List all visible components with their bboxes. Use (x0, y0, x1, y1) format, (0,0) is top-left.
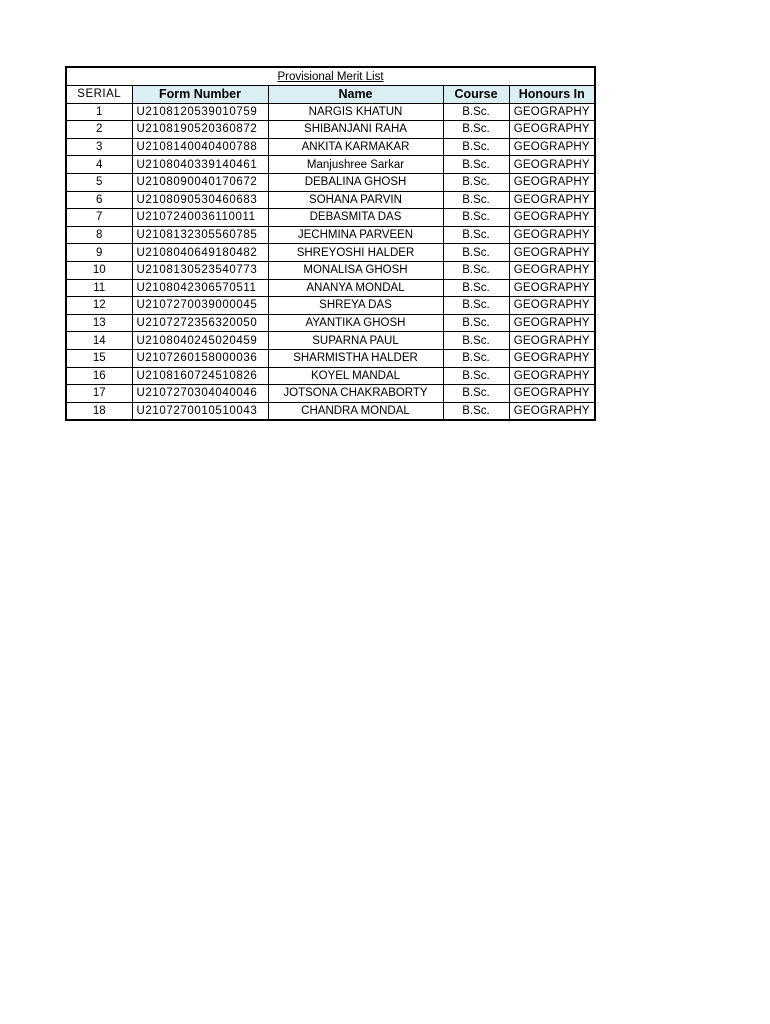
cell-form-number: U2108090040170672 (132, 173, 268, 191)
cell-form-number: U2108132305560785 (132, 226, 268, 244)
cell-name: SHREYA DAS (268, 297, 443, 315)
cell-form-number: U2108042306570511 (132, 279, 268, 297)
cell-honours: GEOGRAPHY (509, 402, 595, 420)
cell-course: B.Sc. (443, 332, 509, 350)
cell-course: B.Sc. (443, 314, 509, 332)
table-row (66, 138, 595, 156)
cell-form-number: U2107270039000045 (132, 297, 268, 315)
cell-honours: GEOGRAPHY (509, 138, 595, 156)
cell-form-number: U2108040649180482 (132, 244, 268, 262)
table-row (66, 226, 595, 244)
cell-course: B.Sc. (443, 385, 509, 403)
cell-form-number: U2108130523540773 (132, 261, 268, 279)
cell-course: B.Sc. (443, 261, 509, 279)
cell-name: SOHANA PARVIN (268, 191, 443, 209)
cell-serial: 8 (66, 226, 132, 244)
cell-name: AYANTIKA GHOSH (268, 314, 443, 332)
cell-name: JOTSONA CHAKRABORTY (268, 385, 443, 403)
merit-list-table (65, 66, 596, 421)
cell-serial: 10 (66, 261, 132, 279)
cell-serial: 7 (66, 209, 132, 227)
cell-form-number: U2108090530460683 (132, 191, 268, 209)
cell-serial: 6 (66, 191, 132, 209)
cell-honours: GEOGRAPHY (509, 349, 595, 367)
cell-honours: GEOGRAPHY (509, 103, 595, 121)
cell-course: B.Sc. (443, 226, 509, 244)
cell-honours: GEOGRAPHY (509, 121, 595, 139)
cell-form-number: U2108190520360872 (132, 121, 268, 139)
cell-honours: GEOGRAPHY (509, 297, 595, 315)
cell-form-number: U2107270010510043 (132, 402, 268, 420)
cell-name: MONALISA GHOSH (268, 261, 443, 279)
cell-form-number: U2107270304040046 (132, 385, 268, 403)
cell-serial: 4 (66, 156, 132, 174)
table-title: Provisional Merit List (66, 67, 595, 86)
cell-name: CHANDRA MONDAL (268, 402, 443, 420)
cell-serial: 17 (66, 385, 132, 403)
table-row (66, 385, 595, 403)
cell-honours: GEOGRAPHY (509, 191, 595, 209)
cell-name: KOYEL MANDAL (268, 367, 443, 385)
cell-name: JECHMINA PARVEEN (268, 226, 443, 244)
cell-honours: GEOGRAPHY (509, 156, 595, 174)
header-course: Course (443, 86, 509, 104)
cell-honours: GEOGRAPHY (509, 367, 595, 385)
cell-name: NARGIS KHATUN (268, 103, 443, 121)
cell-honours: GEOGRAPHY (509, 226, 595, 244)
cell-serial: 14 (66, 332, 132, 350)
cell-course: B.Sc. (443, 209, 509, 227)
header-row (66, 86, 595, 104)
cell-honours: GEOGRAPHY (509, 385, 595, 403)
cell-course: B.Sc. (443, 402, 509, 420)
header-name: Name (268, 86, 443, 104)
cell-honours: GEOGRAPHY (509, 314, 595, 332)
cell-serial: 16 (66, 367, 132, 385)
cell-form-number: U2108120539010759 (132, 103, 268, 121)
cell-serial: 13 (66, 314, 132, 332)
title-row (66, 67, 595, 86)
cell-form-number: U2108140040400788 (132, 138, 268, 156)
cell-honours: GEOGRAPHY (509, 209, 595, 227)
table-row (66, 191, 595, 209)
cell-course: B.Sc. (443, 103, 509, 121)
table-row (66, 173, 595, 191)
cell-serial: 5 (66, 173, 132, 191)
merit-list-sheet (65, 66, 596, 421)
header-form-number: Form Number (132, 86, 268, 104)
table-row (66, 279, 595, 297)
header-serial: SERIAL (66, 86, 132, 104)
cell-name: Manjushree Sarkar (268, 156, 443, 174)
cell-name: ANANYA MONDAL (268, 279, 443, 297)
cell-course: B.Sc. (443, 138, 509, 156)
cell-honours: GEOGRAPHY (509, 279, 595, 297)
cell-honours: GEOGRAPHY (509, 332, 595, 350)
cell-name: SHIBANJANI RAHA (268, 121, 443, 139)
cell-name: ANKITA KARMAKAR (268, 138, 443, 156)
table-row (66, 297, 595, 315)
cell-name: DEBASMITA DAS (268, 209, 443, 227)
cell-course: B.Sc. (443, 279, 509, 297)
cell-honours: GEOGRAPHY (509, 173, 595, 191)
cell-course: B.Sc. (443, 156, 509, 174)
cell-serial: 12 (66, 297, 132, 315)
table-row (66, 332, 595, 350)
cell-course: B.Sc. (443, 191, 509, 209)
header-honours: Honours In (509, 86, 595, 104)
table-row (66, 402, 595, 420)
cell-form-number: U2108040339140461 (132, 156, 268, 174)
cell-form-number: U2108160724510826 (132, 367, 268, 385)
cell-serial: 1 (66, 103, 132, 121)
cell-name: SHREYOSHI HALDER (268, 244, 443, 262)
table-body (66, 103, 595, 420)
table-row (66, 121, 595, 139)
cell-name: SHARMISTHA HALDER (268, 349, 443, 367)
cell-name: DEBALINA GHOSH (268, 173, 443, 191)
table-row (66, 314, 595, 332)
cell-form-number: U2107240036110011 (132, 209, 268, 227)
cell-course: B.Sc. (443, 367, 509, 385)
cell-serial: 2 (66, 121, 132, 139)
cell-honours: GEOGRAPHY (509, 244, 595, 262)
cell-course: B.Sc. (443, 121, 509, 139)
cell-serial: 9 (66, 244, 132, 262)
cell-course: B.Sc. (443, 349, 509, 367)
cell-form-number: U2107260158000036 (132, 349, 268, 367)
table-row (66, 209, 595, 227)
table-row (66, 261, 595, 279)
cell-course: B.Sc. (443, 244, 509, 262)
cell-honours: GEOGRAPHY (509, 261, 595, 279)
cell-serial: 15 (66, 349, 132, 367)
table-row (66, 156, 595, 174)
cell-form-number: U2108040245020459 (132, 332, 268, 350)
table-row (66, 349, 595, 367)
table-row (66, 244, 595, 262)
cell-course: B.Sc. (443, 173, 509, 191)
cell-serial: 3 (66, 138, 132, 156)
table-row (66, 367, 595, 385)
cell-form-number: U2107272356320050 (132, 314, 268, 332)
cell-name: SUPARNA PAUL (268, 332, 443, 350)
cell-serial: 11 (66, 279, 132, 297)
cell-serial: 18 (66, 402, 132, 420)
table-row (66, 103, 595, 121)
cell-course: B.Sc. (443, 297, 509, 315)
